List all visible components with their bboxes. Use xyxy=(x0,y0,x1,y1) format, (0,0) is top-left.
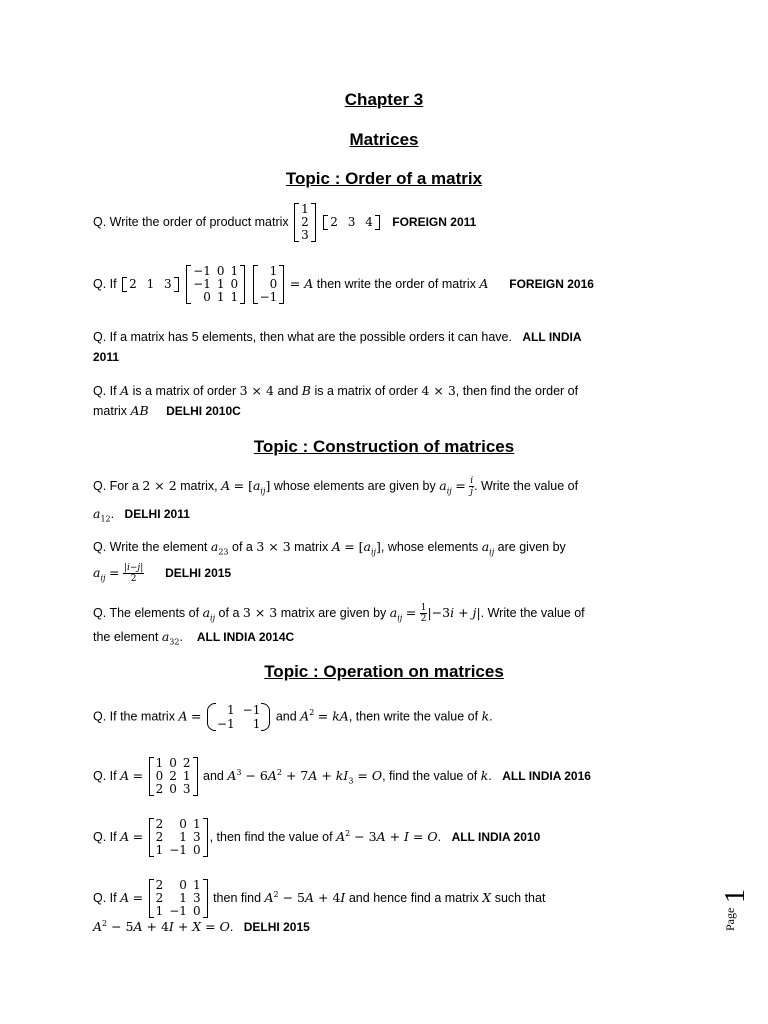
question-4: Q. If A is a matrix of order 3 × 4 and B is a matrix of order 4 × 3, then find the order of xyxy=(93,383,579,398)
question-5: Q. For a 2 × 2 matrix, $A = [a_{ij}]$ whose elements are given by $a_{ij}$ = $\frac{i}{j}$ . Write the value of xyxy=(93,476,579,498)
question-11: Q. If A = 2 0 1 2 1 3 1 −1 0 then find $A^2 - 5A + 4I$ and hence find a matrix X such that xyxy=(93,878,546,918)
question-2: Q. If 2 1 3 −1 0 1 −1 1 0 0 1 1 1 0 −1 = A then write the order of matrix A FOREIGN 2016 xyxy=(93,264,594,304)
question-1: Q. Write the order of product matrix 1 2 3 2 3 4 FOREIGN 2011 xyxy=(93,202,477,242)
question-5-line-2: $a_{12}$. DELHI 2011 xyxy=(93,506,190,524)
question-7: Q. The elements of $a_{ij}$ of a 3 × 3 matrix are given by $a_{ij}$ = $\frac{1}{2}$ |−3i + j|. Write the value of xyxy=(93,603,585,625)
topic-order-heading: Topic : Order of a matrix xyxy=(285,169,483,188)
question-3: Q. If a matrix has 5 elements, then what are the possible orders it can have. ALL INDIA xyxy=(93,330,582,344)
topic-operation-heading: Topic : Operation on matrices xyxy=(264,662,504,681)
question-8: Q. If the matrix A = 1 −1 −1 1 and $A^2$ = kA, then write the value of k. xyxy=(93,703,493,731)
question-6: Q. Write the element $a_{23}$ of a 3 × 3 matrix $A = [a_{ij}]$, whose elements $a_{ij}$ are given by xyxy=(93,539,566,557)
question-9: Q. If A = 1 0 2 0 2 1 2 0 3 and $A^3 - 6A^2 + 7A + kI_3 = O$, find the value of k. ALL INDIA 2016 xyxy=(93,756,591,796)
question-7-line-2: the element $a_{32}$. ALL INDIA 2014C xyxy=(93,629,295,647)
question-3-line-2: 2011 xyxy=(93,350,120,364)
question-10: Q. If A = 2 0 1 2 1 3 1 −1 0 , then find the value of $A^2 - 3A + I = O$. ALL INDIA 2010 xyxy=(93,817,541,857)
chapter-heading: Chapter 3 xyxy=(344,90,424,109)
page-number xyxy=(712,885,752,935)
question-11-line-2: $A^2 - 5A + 4I + X = O$. DELHI 2015 xyxy=(93,919,310,935)
chapter-title: Matrices xyxy=(349,130,419,149)
question-4-line-2: matrix AB DELHI 2010C xyxy=(93,403,241,418)
question-6-line-2: $a_{ij}$ = $\frac{|i-j|}{2}$ DELHI 2015 xyxy=(93,563,232,585)
topic-construction-heading: Topic : Construction of matrices xyxy=(253,437,515,456)
column-matrix: 1 2 3 xyxy=(294,203,316,242)
page-label: Page xyxy=(723,907,737,931)
row-matrix: 2 3 4 xyxy=(323,215,380,230)
page-number-value: 1 xyxy=(720,889,751,903)
